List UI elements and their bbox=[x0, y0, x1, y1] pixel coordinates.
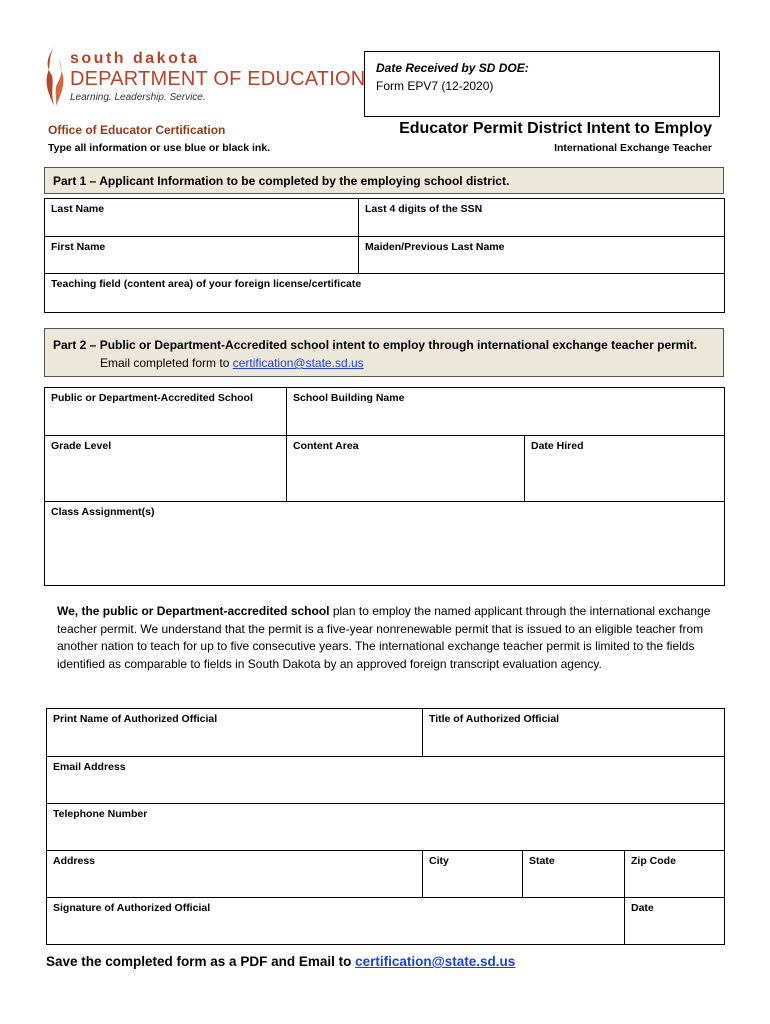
maiden-name-field[interactable] bbox=[359, 237, 725, 274]
grade-field[interactable] bbox=[45, 436, 287, 502]
content-area-field[interactable] bbox=[287, 436, 525, 502]
official-title-field[interactable] bbox=[423, 709, 725, 757]
building-field[interactable] bbox=[287, 388, 725, 436]
building-label: School Building Name bbox=[293, 392, 405, 404]
first-name-field[interactable] bbox=[45, 237, 359, 274]
class-assignment-label: Class Assignment(s) bbox=[51, 506, 155, 518]
city-label: City bbox=[429, 855, 449, 867]
date-received-label: Date Received by SD DOE: bbox=[376, 61, 529, 75]
part1-heading: Part 1 – Applicant Information to be completed by the employing school district. bbox=[44, 167, 724, 194]
official-table bbox=[46, 708, 725, 945]
school-label: Public or Department-Accredited School bbox=[51, 392, 253, 404]
logo-line2: DEPARTMENT OF EDUCATION bbox=[70, 68, 366, 90]
signature-field[interactable] bbox=[47, 898, 625, 945]
logo-line1: south dakota bbox=[70, 50, 200, 67]
part1-table bbox=[44, 198, 725, 313]
logo-tagline: Learning. Leadership. Service. bbox=[70, 92, 206, 103]
telephone-label: Telephone Number bbox=[53, 808, 148, 820]
telephone-field[interactable] bbox=[47, 804, 725, 851]
date-hired-label: Date Hired bbox=[531, 440, 584, 452]
flame-logo-icon bbox=[42, 44, 68, 108]
class-assignment-field[interactable] bbox=[45, 502, 725, 586]
form-title: Educator Permit District Intent to Employ bbox=[399, 120, 712, 137]
part2-email-link[interactable]: certification@state.sd.us bbox=[232, 356, 364, 370]
date-hired-field[interactable] bbox=[525, 436, 725, 502]
date-received-box bbox=[364, 51, 720, 117]
grade-label: Grade Level bbox=[51, 440, 112, 452]
last-name-label: Last Name bbox=[51, 203, 105, 215]
intent-statement bbox=[57, 603, 717, 673]
email-address-label: Email Address bbox=[53, 761, 126, 773]
address-field[interactable] bbox=[47, 851, 423, 898]
maiden-name-label: Maiden/Previous Last Name bbox=[365, 241, 505, 253]
save-instruction bbox=[46, 954, 515, 969]
footer-email-link[interactable]: certification@state.sd.us bbox=[355, 954, 516, 969]
part2-heading: Part 2 – Public or Department-Accredited school intent to employ through international exchange teacher permit. bbox=[53, 338, 698, 352]
part2-table bbox=[44, 387, 725, 586]
email-address-field[interactable] bbox=[47, 757, 725, 804]
zip-field[interactable] bbox=[625, 851, 725, 898]
ssn-field[interactable] bbox=[359, 199, 725, 237]
save-text: Save the completed form as a PDF and Email to bbox=[46, 954, 356, 969]
city-field[interactable] bbox=[423, 851, 523, 898]
print-name-field[interactable] bbox=[47, 709, 423, 757]
school-field[interactable] bbox=[45, 388, 287, 436]
part2-heading-band bbox=[44, 328, 724, 377]
first-name-label: First Name bbox=[51, 241, 106, 253]
last-name-field[interactable] bbox=[45, 199, 359, 237]
form-subtitle: International Exchange Teacher bbox=[554, 142, 712, 154]
form-id: Form EPV7 (12-2020) bbox=[376, 79, 494, 93]
date-field[interactable] bbox=[625, 898, 725, 945]
content-area-label: Content Area bbox=[293, 440, 359, 452]
teaching-field-field[interactable] bbox=[45, 274, 725, 313]
ssn-label: Last 4 digits of the SSN bbox=[365, 203, 483, 215]
state-label: State bbox=[529, 855, 555, 867]
date-label: Date bbox=[631, 902, 654, 914]
address-label: Address bbox=[53, 855, 96, 867]
state-field[interactable] bbox=[523, 851, 625, 898]
teaching-field-label: Teaching field (content area) of your foreign license/certificate bbox=[51, 278, 362, 290]
part2-email-prefix: Email completed form to bbox=[100, 356, 233, 370]
instructions: Type all information or use blue or black ink. bbox=[48, 142, 271, 154]
official-title-label: Title of Authorized Official bbox=[429, 713, 560, 725]
signature-label: Signature of Authorized Official bbox=[53, 902, 211, 914]
office-name: Office of Educator Certification bbox=[48, 123, 226, 137]
statement-lead: We, the public or Department-accredited school bbox=[57, 604, 330, 618]
zip-label: Zip Code bbox=[631, 855, 676, 867]
statement-body: plan to employ the named applicant through the international exchange teacher permit. We understand that the permit is a five-year nonrenewable permit that is issued to an eligible teacher from another nation to teach for up to five consecutive years. The international exchange teacher permit is limited to the fields identified as comparable to fields in South Dakota by an approved foreign transcript evaluation agency. bbox=[57, 604, 711, 671]
print-name-label: Print Name of Authorized Official bbox=[53, 713, 218, 725]
